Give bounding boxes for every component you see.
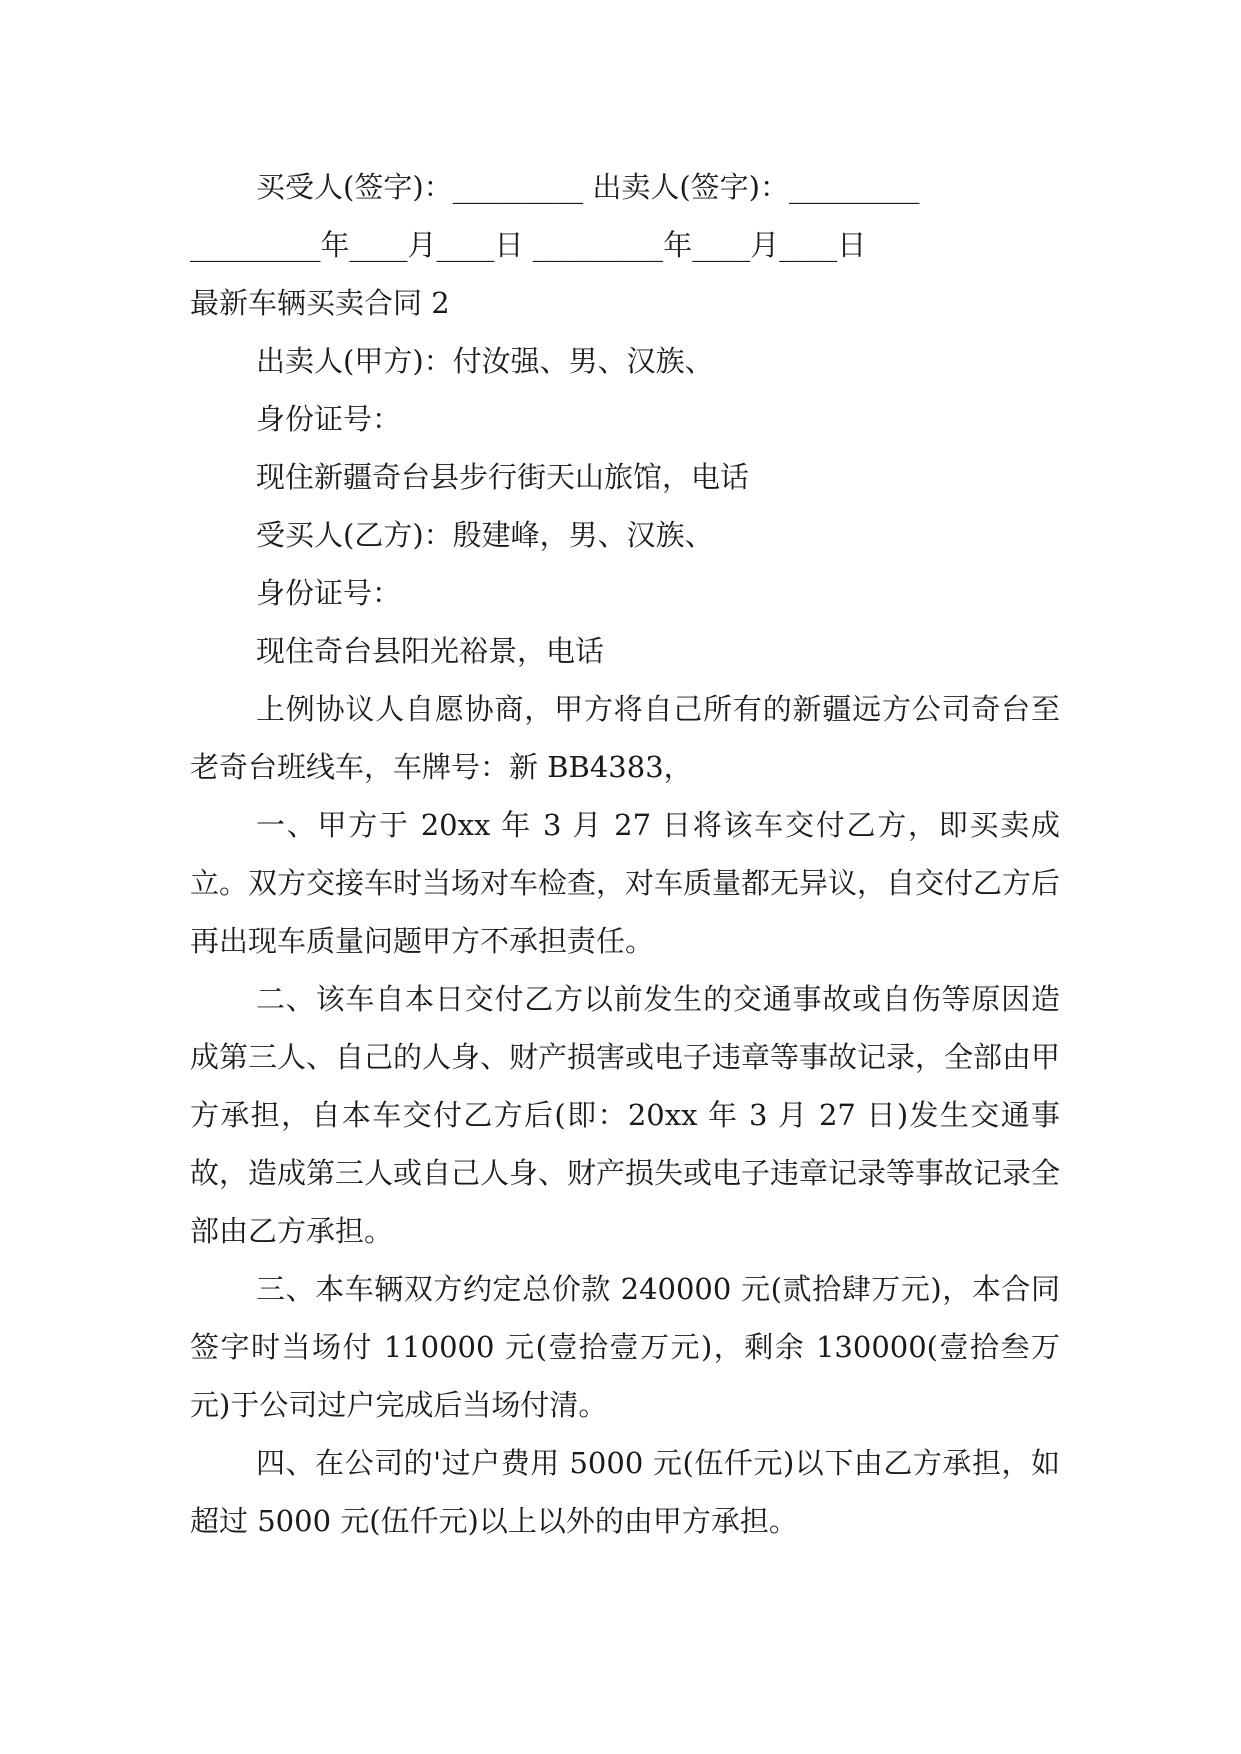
buyer-address: 现住奇台县阳光裕景，电话: [256, 634, 605, 668]
seller-address: 现住新疆奇台县步行街天山旅馆，电话: [256, 460, 750, 494]
paragraph-clause-1: 一、甲方于 20xx 年 3 月 27 日将该车交付乙方，即买卖成立。双方交接车时当场对车检查，对车质量都无异议，自交付乙方后再出现车质量问题甲方不承担责任。: [190, 808, 1061, 958]
paragraph-intro: 上例协议人自愿协商，甲方将自己所有的新疆远方公司奇台至老奇台班线车，车牌号：新 BB4383，: [190, 692, 1060, 784]
document-body: [190, 158, 1060, 1550]
buyer-info: 受买人(乙方)：殷建峰，男、汉族、: [256, 518, 714, 552]
paragraph-clause-3: 三、本车辆双方约定总价款 240000 元(贰拾肆万元)，本合同签字时当场付 110000 元(壹拾壹万元)，剩余 130000(壹拾叁万元)于公司过户完成后当场付清。: [190, 1272, 1060, 1422]
paragraph-clause-2: 二、该车自本日交付乙方以前发生的交通事故或自伤等原因造成第三人、自己的人身、财产损害或电子违章等事故记录，全部由甲方承担，自本车交付乙方后(即：20xx 年 3 月 27 日)发生交通事故，造成第三人或自己人身、财产损失或电子违章记录等事故记录全部由乙方承担。: [190, 982, 1061, 1248]
seller-info: 出卖人(甲方)：付汝强、男、汉族、: [256, 344, 714, 378]
buyer-id: 身份证号：: [256, 576, 402, 610]
signature-date-line: _________年____月____日 _________年____月____日: [190, 228, 867, 262]
seller-id: 身份证号：: [256, 402, 402, 436]
signature-line: 买受人(签字)：_________ 出卖人(签字)：_________: [256, 170, 920, 204]
contract-title: 最新车辆买卖合同 2: [190, 286, 450, 320]
paragraph-clause-4: 四、在公司的'过户费用 5000 元(伍仟元)以下由乙方承担，如超过 5000 元(伍仟元)以上以外的由甲方承担。: [190, 1446, 1060, 1538]
